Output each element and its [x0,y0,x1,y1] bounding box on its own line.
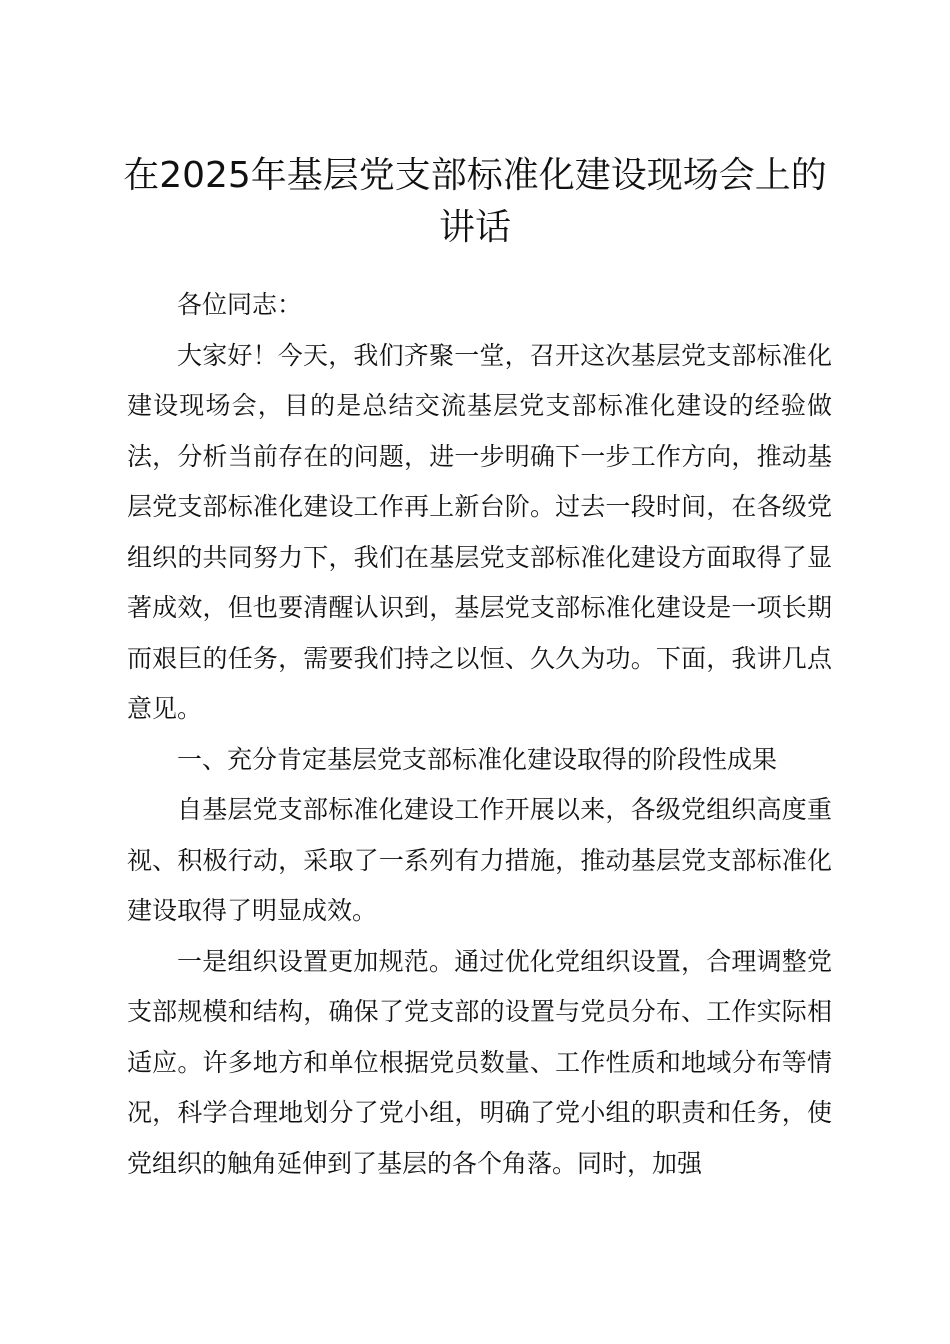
body-paragraph: 一是组织设置更加规范。通过优化党组织设置，合理调整党支部规模和结构，确保了党支部的设置与党员分布、工作实际相适应。许多地方和单位根据党员数量、工作性质和地域分布等情况，科学合理地划分了党小组，明确了党小组的职责和任务，使党组织的触角延伸到了基层的各个角落。同时，加强 [127,946,832,1178]
document-body [127,280,832,1189]
section-heading: 一、充分肯定基层党支部标准化建设取得的阶段性成果 [177,744,778,774]
body-paragraph: 大家好！今天，我们齐聚一堂，召开这次基层党支部标准化建设现场会，目的是总结交流基层党支部标准化建设的经验做法，分析当前存在的问题，进一步明确下一步工作方向，推动基层党支部标准化建设工作再上新台阶。过去一段时间，在各级党组织的共同努力下，我们在基层党支部标准化建设方面取得了显著成效，但也要清醒认识到，基层党支部标准化建设是一项长期而艰巨的任务，需要我们持之以恒、久久为功。下面，我讲几点意见。 [127,340,832,723]
document-title: 在2025年基层党支部标准化建设现场会上的讲话 [123,155,827,248]
salutation: 各位同志： [177,290,303,319]
body-paragraph: 自基层党支部标准化建设工作开展以来，各级党组织高度重视、积极行动，采取了一系列有力措施，推动基层党支部标准化建设取得了明显成效。 [127,795,832,925]
